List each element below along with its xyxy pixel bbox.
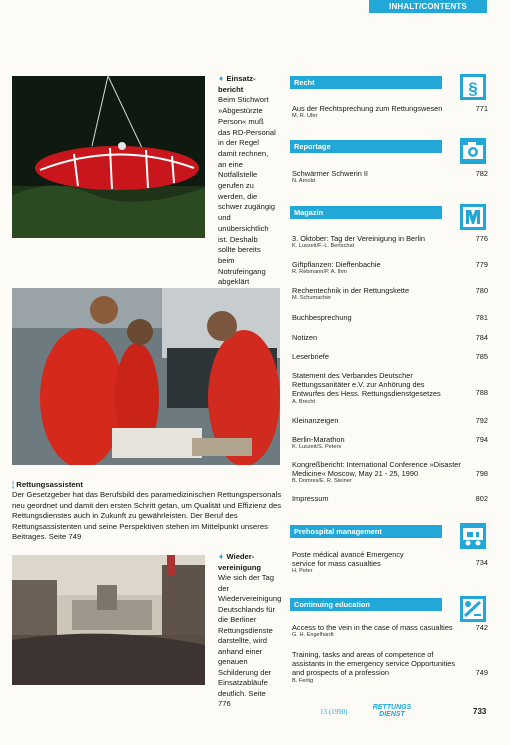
toc-entry[interactable]: Kleinanzeigen 792 xyxy=(292,416,488,425)
toc-entry[interactable]: Schwärmer Schwerin II N. Arnold 782 xyxy=(292,169,488,185)
section-magazin: Magazin xyxy=(290,206,442,219)
camera-icon xyxy=(460,138,486,164)
toc-entry[interactable]: 3. Oktober: Tag der Vereinigung in Berlin K. Luszeit/F.-L. Bertschat 776 xyxy=(292,234,488,250)
toc-entry[interactable]: Berlin-Marathon K. Luszeit/S. Peters 794 xyxy=(292,435,488,451)
caption-wieder-body: Wie sich der Tag der Wiedervereinigung Deutschlands für die Berliner Rettungsdienste darstellte, wird anhand einer genauen Schilderung der Einsatzabläufe deutlich. Seite 776 xyxy=(218,573,282,708)
header-label: INHALT/CONTENTS xyxy=(389,2,467,11)
caption-wieder-head: Wieder-vereinigung xyxy=(218,552,262,572)
caption-einsatz-head: Einsatz-bericht xyxy=(218,74,256,94)
section-continuing: Continuing education xyxy=(290,598,442,611)
berlin-photo xyxy=(12,555,205,685)
rescue-photo xyxy=(12,76,205,238)
caption-assistent-head: Rettungsassistent xyxy=(16,480,83,489)
education-icon xyxy=(460,596,486,622)
toc-entry[interactable]: Buchbesprechung 781 xyxy=(292,313,488,322)
issue-number: 13 (1990) xyxy=(320,708,348,716)
magazine-logo: RETTUNGS DIENST xyxy=(372,704,412,718)
toc-entry[interactable]: Impressum 802 xyxy=(292,494,488,503)
arrow-icon: ➧ xyxy=(218,74,227,83)
caption-einsatz-body: Beim Stichwort »Abgestürzte Person« muß das RD-Personal in der Regel damit rechnen, an eine Notfallstelle gerufen zu werden, die schwer zugängig und unübersichtlich ist. Deshalb sollte bereits beim Notrufeingang abgeklärt xyxy=(218,95,276,287)
toc-entry[interactable]: Notizen 784 xyxy=(292,333,488,342)
toc-entry[interactable]: Kongreßbericht: International Conference »Disaster Medicine« Moscow, May 21 - 25, 1990 B. Domres/E. R. Steiner 798 xyxy=(292,460,488,485)
caption-rettungsassistent xyxy=(12,480,282,542)
section-reportage: Reportage xyxy=(290,140,442,153)
arrow-icon: ➧ xyxy=(218,552,227,561)
marker-icon: ¦ xyxy=(12,480,17,489)
magazine-icon xyxy=(460,204,486,230)
svg-text:§: § xyxy=(468,79,478,98)
toc-entry[interactable]: Leserbriefe 785 xyxy=(292,352,488,361)
paragraph-icon xyxy=(460,74,486,100)
ambulance-icon xyxy=(460,523,486,549)
section-prehospital: Prehospital management xyxy=(290,525,442,538)
toc-entry[interactable]: Rechentechnik in der Rettungskette M. Schumacher 780 xyxy=(292,286,488,302)
toc-entry[interactable]: Poste médical avancé Emergency service for mass casualties H. Peter 734 xyxy=(292,550,488,575)
toc-entry[interactable]: Aus der Rechtsprechung zum Rettungswesen M. R. Ufer 771 xyxy=(292,104,488,120)
page-number: 733 xyxy=(473,707,487,716)
toc-entry[interactable]: Statement des Verbandes Deutscher Rettungssanitäter e.V. zur Anhörung des Entwurfes des Hess. Rettungsdienstgesetzes A. Brecht 788 xyxy=(292,371,488,405)
header-tag xyxy=(369,0,487,13)
toc-entry[interactable]: Giftpflanzen: Dieffenbachie R. Rebmann/P. A. Ihm 779 xyxy=(292,260,488,276)
section-recht: Recht xyxy=(290,76,442,89)
paramedics-photo xyxy=(12,288,280,465)
caption-wiedervereinigung xyxy=(218,552,282,710)
caption-assistent-body: Der Gesetzgeber hat das Berufsbild des paramedizinischen Rettungspersonals neu geordnet und damit den ersten Schritt getan, um Qualität und Effizienz des Rettungsdienstes auch in Zukunft zu gewährleisten. Der Beruf des Rettungsassistenten und seine Perspektiven stehen im Mittelpunkt unseres Beitrages. Seite 749 xyxy=(12,490,282,542)
toc-entry[interactable]: Access to the vein in the case of mass casualties G. H. Engelhardt 742 xyxy=(292,623,488,639)
toc-entry[interactable]: Training, tasks and areas of competence of assistants in the emergency service Opportunities and prospects of a profession B. Fertig 749 xyxy=(292,650,488,684)
